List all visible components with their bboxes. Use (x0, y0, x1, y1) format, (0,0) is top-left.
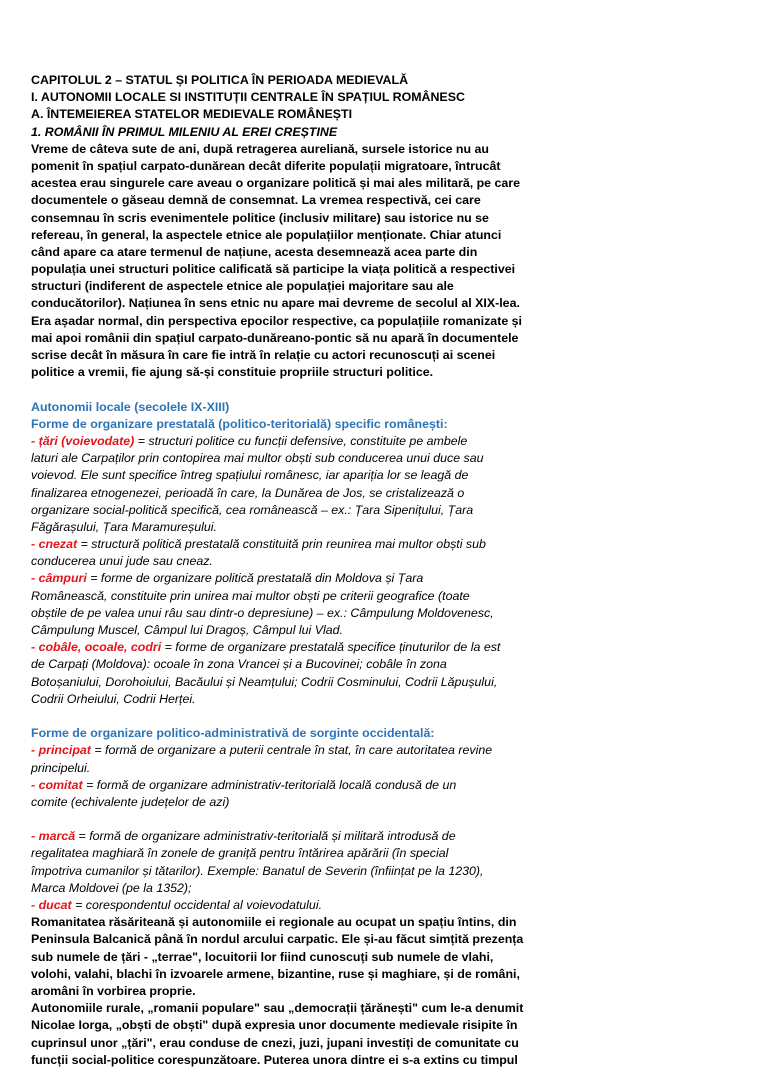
definition-comitat (31, 777, 531, 811)
paragraph-line: acestea erau singurele care aveau o organizare politică și mai ales militară, pe care (31, 176, 520, 191)
definition-cobale (31, 639, 531, 708)
paragraph-line: structuri (indiferent de aspectele etnice ale populației majoritare sau ale (31, 279, 454, 294)
paragraph-line: politice a vremii, fie ajung să-și constituie propriile structuri politice. (31, 365, 434, 380)
paragraph-line: populația unei structuri politice calificată să participe la viața politică a respectivei (31, 262, 516, 277)
definition-term: cnezat (38, 537, 78, 552)
intro-paragraph (31, 141, 531, 382)
definition-text: comite (echivalente județelor de azi) (31, 794, 230, 809)
definition-campuri (31, 570, 531, 639)
occidentala-heading: Forme de organizare politico-administrativă de sorginte occidentală: (31, 726, 435, 741)
subsection-heading: A. ÎNTEMEIEREA STATELOR MEDIEVALE ROMÂNEȘTI (31, 107, 353, 122)
definition-text: Codrii Orheiului, Codrii Herței. (31, 691, 196, 706)
paragraph-line: documentele o găseau demnă de consemnat. La vremea respectivă, cei care (31, 193, 481, 208)
definition-term: marcă (38, 829, 76, 844)
definition-text: = formă de organizare administrativ-teritorială locală condusă de un (82, 777, 457, 792)
definition-marca (31, 828, 531, 897)
definition-text: obștile de pe valea unui râu sau dintr-o depresiune) – ex.: Câmpulung Moldovenesc, (31, 605, 494, 620)
paragraph-line: Nicolae Iorga, „obști de obști" după expresia unor documente medievale risipite în (31, 1018, 518, 1033)
definition-text: Câmpulung Muscel, Câmpul lui Dragoș, Câmpul lui Vlad. (31, 623, 343, 637)
definition-text: = structură politică prestatală constituită prin reunirea mai multor obști sub (77, 537, 486, 552)
paragraph-line: Autonomiile rurale, „romanii populare" sau „democrații țărănești" cum le-a denumit (31, 1001, 524, 1016)
paragraph-line: Peninsula Balcanică până în nordul arcului carpatic. Ele și-au făcut simțită prezența (31, 932, 524, 947)
definition-dash: - (31, 571, 39, 586)
paragraph-line: sub numele de țări - „terrae", locuitorii lor fiind cunoscuți sub numele de vlahi, (31, 949, 494, 964)
definition-text: principelui. (31, 760, 91, 775)
definition-term: câmpuri (38, 571, 87, 586)
paragraph-line: Era așadar normal, din perspectiva epocilor respective, ca populațiile romanizate și (31, 313, 522, 328)
prestatal-subheading: Forme de organizare prestatală (politico-teritorială) specific românești: (31, 416, 448, 431)
paragraph-line: consemnau în scris evenimentele politice (inclusiv militare) sau istorice nu se (31, 210, 489, 225)
closing-paragraph (31, 914, 531, 1069)
definition-text: = forme de organizare politică prestatală din Moldova și Țara (86, 571, 424, 586)
section-heading: I. AUTONOMII LOCALE SI INSTITUȚII CENTRALE ÎN SPAȚIUL ROMÂNESC (31, 90, 465, 105)
definition-principat (31, 742, 531, 776)
definition-text: = forme de organizare prestatală specifice ținuturilor de la est (161, 640, 501, 655)
definition-text: regalitatea maghiară în zonele de graniță pentru întărirea apărării (în special (31, 846, 449, 861)
topic-heading: 1. ROMÂNII ÎN PRIMUL MILENIU AL EREI CREȘTINE (31, 124, 338, 139)
definition-text: Botoșaniului, Dorohoiului, Bacăului și Neamțului; Codrii Cosminului, Codrii Lăpușului, (31, 674, 498, 689)
definition-dash: - (31, 640, 39, 655)
definition-term: comitat (38, 777, 83, 792)
definition-dash: - (31, 743, 39, 758)
definition-text: voievod. Ele sunt specifice întreg spațiului românesc, iar apariția lor se leagă de (31, 468, 469, 483)
definition-text: = formă de organizare a puterii centrale în stat, în care autoritatea revine (90, 743, 493, 758)
spacer (31, 381, 531, 398)
paragraph-line: când apare ca atare termenul de națiune, acesta desemnează acea parte din (31, 244, 478, 259)
paragraph-line: scrise decât în măsura în care fie intră în relație cu actori recunoscuți ai scenei (31, 348, 496, 362)
definition-text: organizare social-politică specifică, cea românească – ex.: Țara Sipenițului, Țara (31, 502, 474, 517)
chapter-heading: CAPITOLUL 2 – STATUL ȘI POLITICA ÎN PERIOADA MEDIEVALĂ (31, 73, 409, 87)
definition-text: finalizarea etnogenezei, perioadă în care, la Dunărea de Jos, se cristalizează o (31, 485, 465, 500)
definition-text: = formă de organizare administrativ-teritorială și militară introdusă de (75, 829, 456, 844)
definition-term: principat (38, 743, 91, 758)
paragraph-line: aromâni în vorbirea proprie. (31, 983, 196, 998)
paragraph-line: cuprinsul unor „țări", erau conduse de cnezi, juzi, jupani investiți de comunitate cu (31, 1035, 519, 1050)
spacer (31, 708, 531, 725)
definition-dash: - (31, 777, 39, 792)
definition-text: Făgărașului, Țara Maramureșului. (31, 519, 217, 534)
definition-text: împotriva cumanilor și tătarilor). Exemple: Banatul de Severin (înființat pe la 1230), (31, 863, 484, 878)
paragraph-line: pomenit în spațiul carpato-dunărean decât diferite populații migratoare, întrucât (31, 158, 501, 173)
definition-dash: - (31, 829, 39, 844)
definition-dash: - (31, 537, 39, 552)
autonomii-heading: Autonomii locale (secolele IX-XIII) (31, 399, 230, 414)
paragraph-line: refereau, în general, la aspectele etnice ale populațiilor menționate. Chiar atunci (31, 227, 502, 242)
paragraph-line: Vreme de câteva sute de ani, după retragerea aureliană, sursele istorice nu au (31, 141, 489, 156)
paragraph-line: funcții social-politice corespunzătoare. Puterea unora dintre ei s-a extins cu timpul (31, 1052, 518, 1067)
definition-text: laturi ale Carpaților prin contopirea mai multor obști sub conducerea unui duce sau (31, 451, 484, 466)
definition-dash: - (31, 898, 39, 912)
definition-text: Marca Moldovei (pe la 1352); (31, 880, 192, 895)
paragraph-line: conducătorilor). Națiunea în sens etnic nu apare mai devreme de secolul al XIX-lea. (31, 296, 520, 311)
definition-cnezat (31, 536, 531, 570)
definition-term: țări (voievodate) (38, 433, 135, 448)
definition-ducat (31, 897, 531, 914)
paragraph-line: Romanitatea răsăriteană și autonomiile ei regionale au ocupat un spațiu întins, din (31, 915, 517, 930)
document-body (31, 72, 531, 1069)
definition-dash: - (31, 433, 39, 448)
definition-term: cobâle, ocoale, codri (38, 640, 162, 655)
paragraph-line: volohi, valahi, blachi în izvoarele armene, bizantine, ruse și maghiare, și de români, (31, 966, 520, 981)
definition-text: conducerea unui jude sau cneaz. (31, 554, 213, 569)
definition-term: ducat (38, 898, 72, 912)
definition-text: = corespondentul occidental al voievodatului. (71, 898, 323, 912)
definition-tari (31, 433, 531, 536)
definition-text: Românească, constituite prin unirea mai multor obști pe criterii geografice (toate (31, 588, 470, 603)
spacer (31, 811, 531, 828)
paragraph-line: mai apoi românii din spațiul carpato-dunăreano-pontic să nu apară în documentele (31, 330, 519, 345)
definition-text: = structuri politice cu funcții defensive, constituite pe ambele (134, 433, 468, 448)
definition-text: de Carpați (Moldova): ocoale în zona Vrancei și a Bucovinei; cobâle în zona (31, 657, 447, 672)
